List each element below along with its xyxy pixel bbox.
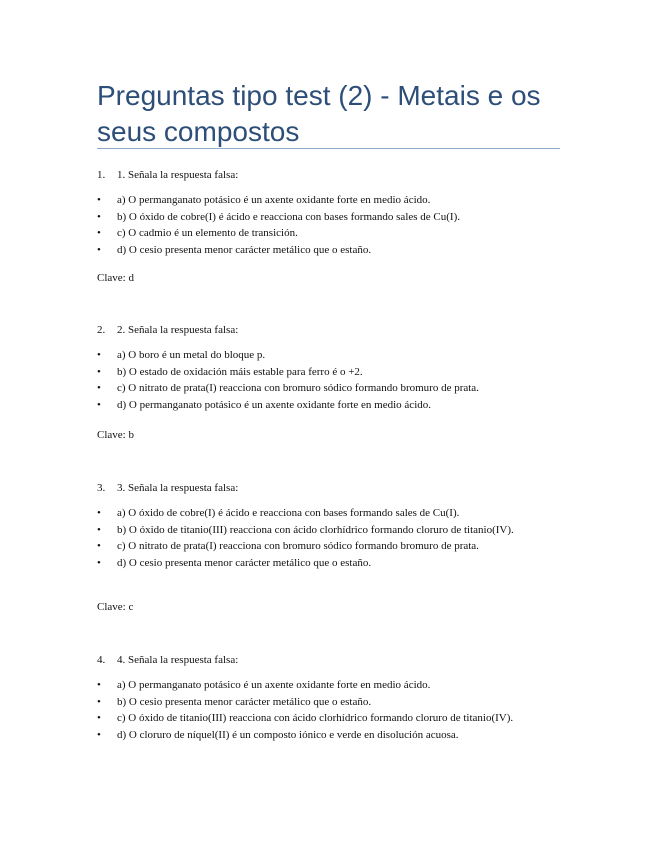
option-text: b) O óxido de titanio(III) reacciona con ácido clorhídrico formando cloruro de titanio(IV). <box>117 523 514 536</box>
bullet-icon: • <box>97 695 101 708</box>
bullet-icon: • <box>97 194 101 206</box>
option-text: b) O óxido de cobre(I) é ácido e reacciona con bases formando sales de Cu(I). <box>117 210 460 223</box>
question-header <box>97 653 567 667</box>
options-list <box>97 677 567 743</box>
bullet-icon: • <box>97 523 101 536</box>
option-b <box>97 364 567 381</box>
option-text: a) O boro é un metal do bloque p. <box>117 349 266 361</box>
option-b <box>97 522 567 539</box>
bullet-icon: • <box>97 382 101 394</box>
option-text: a) O permanganato potásico é un axente oxidante forte en medio ácido. <box>117 194 431 206</box>
bullet-icon: • <box>97 227 101 239</box>
question-number: 3. <box>97 482 106 494</box>
option-text: b) O estado de oxidación máis estable para ferro é o +2. <box>117 365 363 378</box>
bullet-icon: • <box>97 398 101 411</box>
option-text: c) O nitrato de prata(I) reacciona con bromuro sódico formando bromuro de prata. <box>117 382 479 394</box>
option-text: d) O cesio presenta menor carácter metálico que o estaño. <box>117 243 372 256</box>
title-divider <box>97 148 560 149</box>
option-text: a) O permanganato potásico é un axente oxidante forte en medio ácido. <box>117 679 431 691</box>
option-d <box>97 727 567 744</box>
answer-key: Clave: c <box>97 601 134 613</box>
option-c <box>97 380 567 397</box>
option-text: b) O cesio presenta menor carácter metálico que o estaño. <box>117 695 372 708</box>
question-header <box>97 323 567 337</box>
page-title: Preguntas tipo test (2) - Metais e os seus compostos <box>97 80 541 147</box>
option-a <box>97 347 567 364</box>
question-header <box>97 481 567 495</box>
question-3 <box>97 481 567 613</box>
question-header <box>97 168 567 182</box>
question-2 <box>97 323 567 441</box>
option-d <box>97 555 567 572</box>
bullet-icon: • <box>97 365 101 378</box>
bullet-icon: • <box>97 679 101 691</box>
answer-key: Clave: d <box>97 272 134 284</box>
bullet-icon: • <box>97 243 101 256</box>
question-prompt: 3. Señala la respuesta falsa: <box>117 482 239 494</box>
option-b <box>97 694 567 711</box>
bullet-icon: • <box>97 349 101 361</box>
question-prompt: 4. Señala la respuesta falsa: <box>117 654 239 666</box>
bullet-icon: • <box>97 556 101 569</box>
question-number: 1. <box>97 169 106 181</box>
option-c <box>97 710 567 727</box>
option-c <box>97 538 567 555</box>
option-text: c) O óxido de titanio(III) reacciona con ácido clorhídrico formando cloruro de titanio(IV). <box>117 712 514 724</box>
options-list <box>97 192 567 258</box>
option-a <box>97 192 567 209</box>
option-d <box>97 242 567 259</box>
bullet-icon: • <box>97 540 101 552</box>
question-number: 4. <box>97 654 106 666</box>
question-4 <box>97 653 567 741</box>
question-1 <box>97 168 567 284</box>
option-b <box>97 209 567 226</box>
answer-key: Clave: b <box>97 429 134 441</box>
bullet-icon: • <box>97 507 101 519</box>
option-text: c) O cadmio é un elemento de transición. <box>117 227 298 239</box>
option-text: d) O cloruro de níquel(II) é un composto iónico e verde en disolución acuosa. <box>117 728 459 741</box>
option-c <box>97 225 567 242</box>
option-text: c) O nitrato de prata(I) reacciona con bromuro sódico formando bromuro de prata. <box>117 540 479 552</box>
option-text: d) O permanganato potásico é un axente oxidante forte en medio ácido. <box>117 398 431 411</box>
option-text: d) O cesio presenta menor carácter metálico que o estaño. <box>117 556 372 569</box>
question-prompt: 1. Señala la respuesta falsa: <box>117 169 239 181</box>
options-list <box>97 505 567 571</box>
option-text: a) O óxido de cobre(I) é ácido e reacciona con bases formando sales de Cu(I). <box>117 507 460 519</box>
option-d <box>97 397 567 414</box>
option-a <box>97 677 567 694</box>
option-a <box>97 505 567 522</box>
question-number: 2. <box>97 324 106 336</box>
question-prompt: 2. Señala la respuesta falsa: <box>117 324 239 336</box>
bullet-icon: • <box>97 210 101 223</box>
bullet-icon: • <box>97 728 101 741</box>
bullet-icon: • <box>97 712 101 724</box>
options-list <box>97 347 567 413</box>
